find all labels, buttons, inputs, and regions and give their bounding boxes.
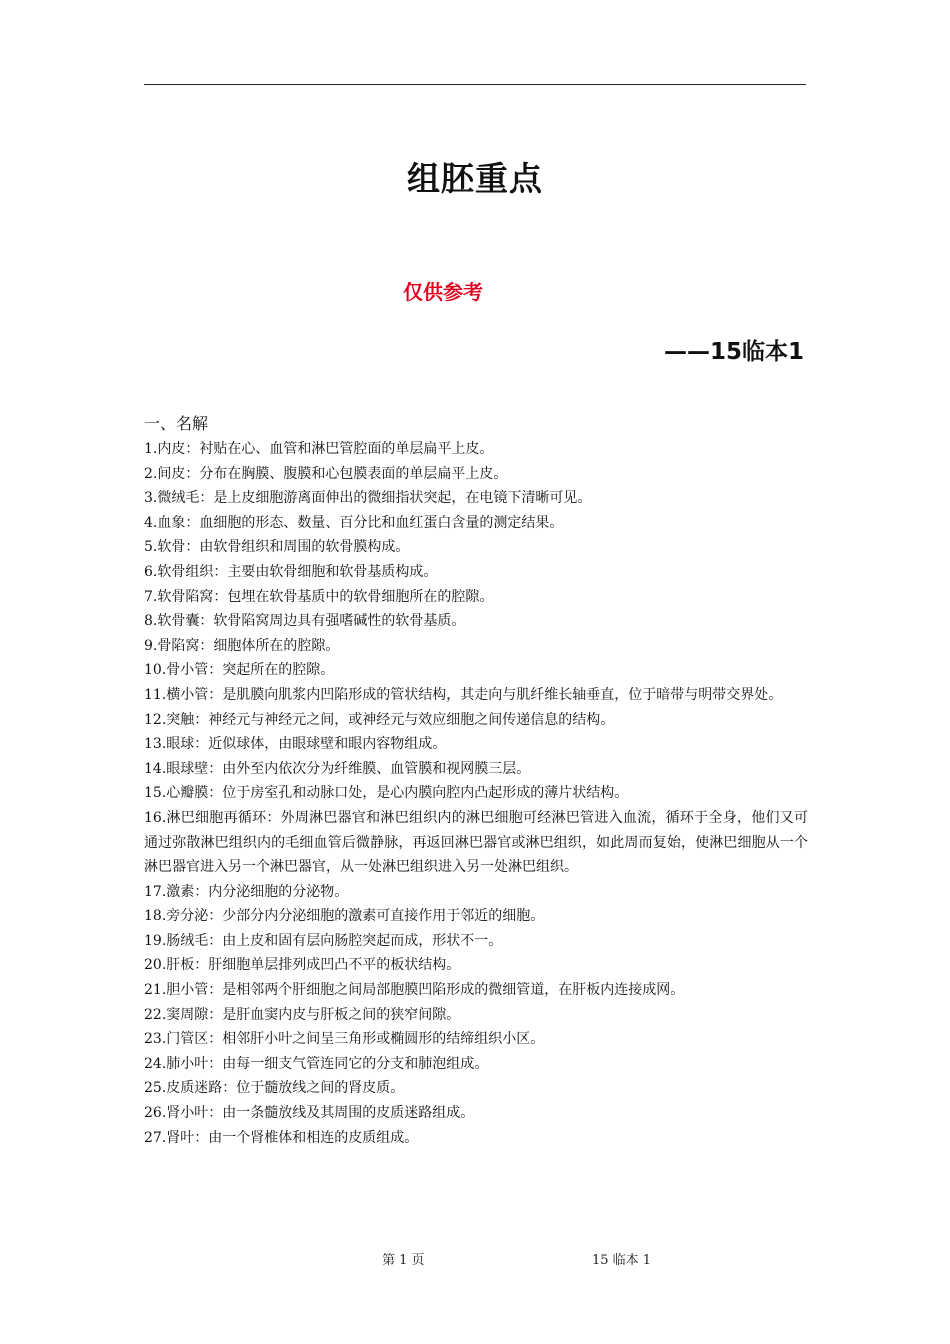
definition-item: 15.心瓣膜：位于房室孔和动脉口处，是心内膜向腔内凸起形成的薄片状结构。 bbox=[144, 785, 629, 802]
definition-item: 4.血象：血细胞的形态、数量、百分比和血红蛋白含量的测定结果。 bbox=[144, 514, 564, 531]
definition-item: 10.骨小管：突起所在的腔隙。 bbox=[144, 662, 335, 679]
definition-item: 19.肠绒毛：由上皮和固有层向肠腔突起而成，形状不一。 bbox=[144, 932, 503, 949]
definition-item: 26.肾小叶：由一条髓放线及其周围的皮质迷路组成。 bbox=[144, 1105, 475, 1122]
definition-item: 9.骨陷窝：细胞体所在的腔隙。 bbox=[144, 637, 340, 654]
definition-item: 27.肾叶：由一个肾椎体和相连的皮质组成。 bbox=[144, 1129, 419, 1146]
footer-page-number: 第 1 页 bbox=[382, 1253, 425, 1268]
definition-item: 5.软骨：由软骨组织和周围的软骨膜构成。 bbox=[144, 539, 410, 556]
definition-item: 17.激素：内分泌细胞的分泌物。 bbox=[144, 883, 349, 900]
definition-list bbox=[144, 437, 808, 1150]
definition-item: 24.肺小叶：由每一细支气管连同它的分支和肺泡组成。 bbox=[144, 1055, 489, 1072]
definition-item: 25.皮质迷路：位于髓放线之间的肾皮质。 bbox=[144, 1080, 405, 1097]
definition-item: 6.软骨组织：主要由软骨细胞和软骨基质构成。 bbox=[144, 563, 438, 580]
definition-item: 3.微绒毛：是上皮细胞游离面伸出的微细指状突起，在电镜下清晰可见。 bbox=[144, 490, 592, 507]
page-title: 组胚重点 bbox=[407, 159, 543, 198]
definition-item: 12.突触：神经元与神经元之间，或神经元与效应细胞之间传递信息的结构。 bbox=[144, 711, 615, 728]
reference-note: 仅供参考 bbox=[403, 280, 483, 304]
definition-item: 20.肝板：肝细胞单层排列成凹凸不平的板状结构。 bbox=[144, 957, 461, 974]
definition-item: 22.窦周隙：是肝血窦内皮与肝板之间的狭窄间隙。 bbox=[144, 1006, 461, 1023]
footer-class-label: 15 临本 1 bbox=[592, 1253, 652, 1268]
section-heading: 一、名解 bbox=[144, 414, 209, 433]
document-body bbox=[144, 413, 808, 1150]
definition-item: 21.胆小管：是相邻两个肝细胞之间局部胞膜凹陷形成的微细管道，在肝板内连接成网。 bbox=[144, 982, 685, 999]
definition-item: 1.内皮：衬贴在心、血管和淋巴管腔面的单层扁平上皮。 bbox=[144, 441, 494, 457]
definition-item: 7.软骨陷窝：包埋在软骨基质中的软骨细胞所在的腔隙。 bbox=[144, 588, 494, 605]
header-rule bbox=[144, 84, 806, 85]
definition-item: 16.淋巴细胞再循环：外周淋巴器官和淋巴组织内的淋巴细胞可经淋巴管进入血流，循环于全身，他们又可通过弥散淋巴组织内的毛细血管后微静脉，再返回淋巴器官或淋巴组织，如此周而复始，使淋巴细胞从一个淋巴器官进入另一个淋巴器官，从一处淋巴组织进入另一处淋巴组织。 bbox=[144, 809, 808, 876]
author-credit: ——15临本1 bbox=[663, 339, 804, 365]
definition-item: 13.眼球：近似球体，由眼球壁和眼内容物组成。 bbox=[144, 736, 447, 753]
definition-item: 8.软骨囊：软骨陷窝周边具有强嗜碱性的软骨基质。 bbox=[144, 613, 466, 630]
definition-item: 23.门管区：相邻肝小叶之间呈三角形或椭圆形的结缔组织小区。 bbox=[144, 1031, 545, 1048]
definition-item: 11.横小管：是肌膜向肌浆内凹陷形成的管状结构，其走向与肌纤维长轴垂直，位于暗带与明带交界处。 bbox=[144, 686, 783, 703]
definition-item: 18.旁分泌：少部分内分泌细胞的激素可直接作用于邻近的细胞。 bbox=[144, 908, 545, 925]
definition-item: 2.间皮：分布在胸膜、腹膜和心包膜表面的单层扁平上皮。 bbox=[144, 465, 508, 482]
definition-item: 14.眼球壁：由外至内依次分为纤维膜、血管膜和视网膜三层。 bbox=[144, 760, 531, 777]
